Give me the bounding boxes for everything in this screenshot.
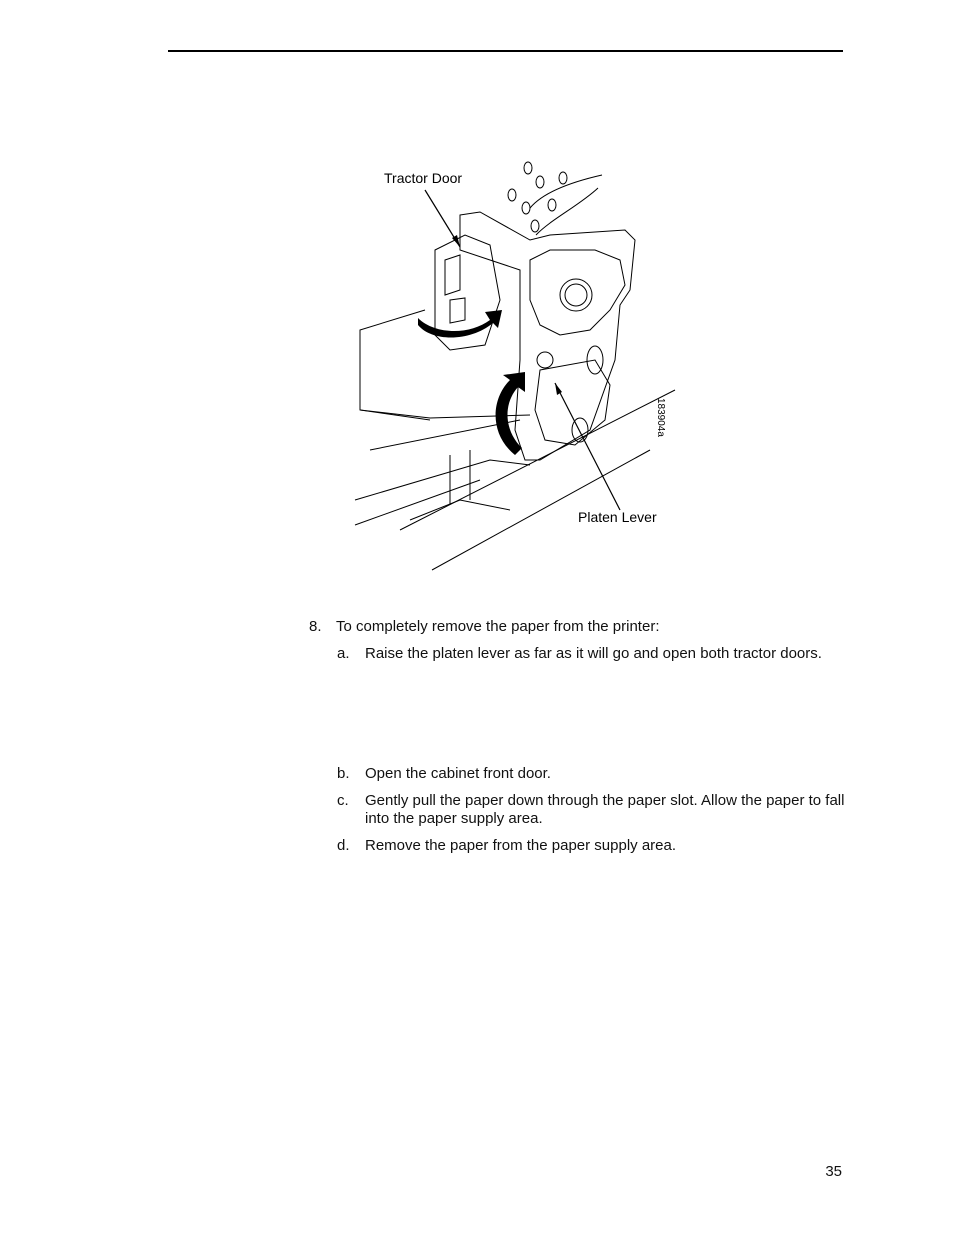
page-number: 35 — [825, 1163, 842, 1180]
step-text: To completely remove the paper from the printer: — [336, 618, 660, 635]
platen-lever-callout: Platen Lever — [578, 509, 657, 525]
substep-letter: a. — [337, 645, 350, 662]
substep-c — [337, 792, 847, 828]
substep-letter: d. — [337, 837, 350, 854]
substep-letter: b. — [337, 765, 350, 782]
header-rule — [168, 50, 843, 52]
tractor-door-callout: Tractor Door — [384, 170, 463, 186]
substep-d — [337, 837, 847, 855]
substep-letter: c. — [337, 792, 349, 809]
substep-a — [337, 645, 847, 663]
substep-text: Open the cabinet front door. — [365, 765, 551, 782]
substep-b — [337, 765, 847, 783]
figure-id: 183904a — [655, 398, 666, 437]
step-number: 8. — [309, 618, 322, 635]
printer-illustration — [340, 160, 680, 580]
substep-text: Gently pull the paper down through the paper slot. Allow the paper to fall into the paper supply area. — [365, 792, 845, 827]
substep-text: Remove the paper from the paper supply area. — [365, 837, 677, 854]
step-8 — [309, 618, 849, 636]
substep-text: Raise the platen lever as far as it will go and open both tractor doors. — [365, 645, 822, 662]
